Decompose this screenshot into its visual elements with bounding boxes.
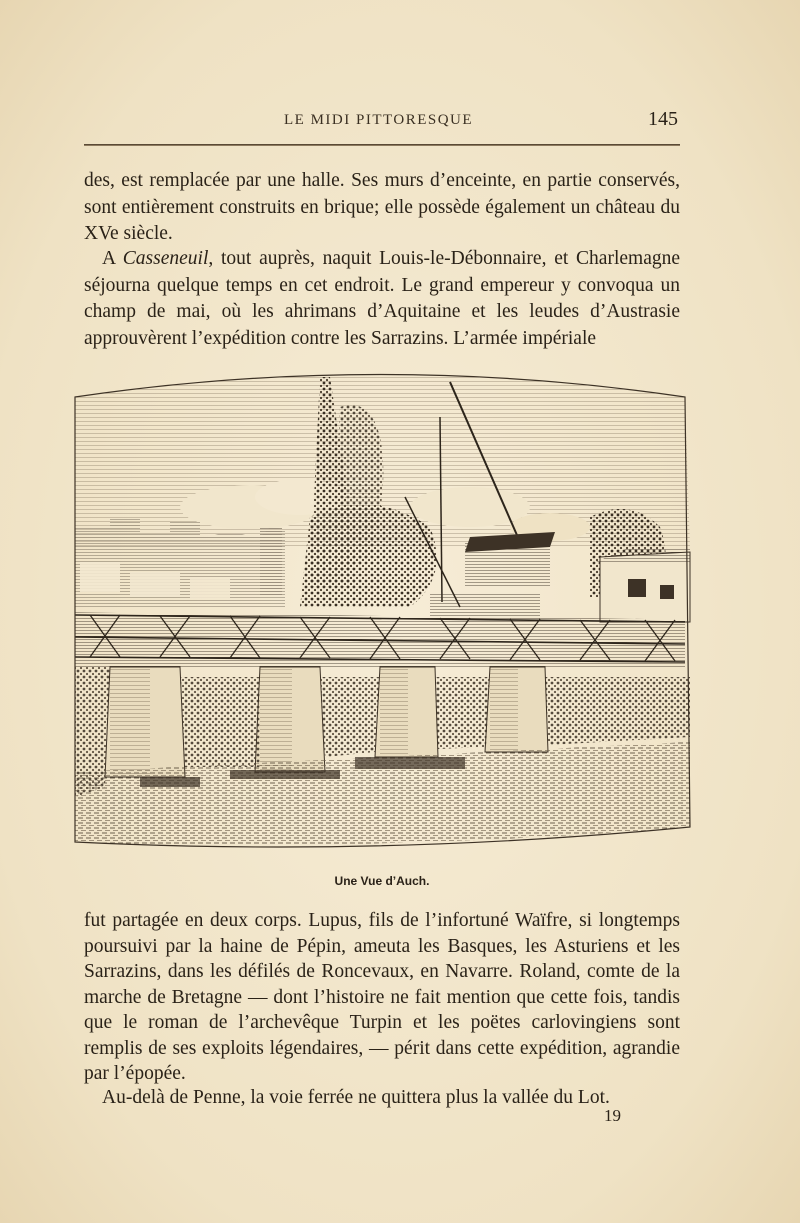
paragraph-rest: , tout auprès, naquit Louis-le-Débonnaire, et Charlemagne séjourna quelque temps en cet endroit. Le grand empereur y convoqua un champ de mai, où les ahrimans d’Aquitaine et les leudes d’Austrasie approuvèrent l’expédition contre les Sarrazins. L’armée impériale bbox=[84, 248, 681, 349]
paragraph-casseneuil bbox=[84, 246, 680, 352]
paragraph-text: fut partagée en deux corps. Lupus, fils de l’infortuné Waïfre, si longtemps poursuivi par la haine de Pépin, ameuta les Basques, les Asturiens et les Sarrazins, dans les défilés de Roncevaux, en Navarre. Roland, comte de la marche de Bretagne — dont l’histoire ne fait mention que cette fois, tandis que le roman de l’archevêque Turpin et les poëtes carlovingiens sont remplis de ses exploits légendaires, — périt dans cette expédition, agrandie par l’épopée. bbox=[84, 910, 680, 1084]
place-name-casseneuil: Casseneuil bbox=[122, 248, 209, 269]
header-rule bbox=[84, 144, 680, 146]
paragraph-continued bbox=[84, 168, 680, 248]
page-number: 145 bbox=[648, 108, 678, 130]
paragraph-roncevaux bbox=[84, 908, 680, 1087]
paragraph-text: des, est remplacée par une halle. Ses murs d’enceinte, en partie conservés, sont entièrement construits en brique; elle possède également un château du XVe siècle. bbox=[84, 170, 680, 244]
paragraph-text: Au-delà de Penne, la voie ferrée ne quittera plus la vallée du Lot. bbox=[102, 1087, 610, 1108]
running-title: LE MIDI PITTORESQUE bbox=[284, 112, 474, 128]
paragraph-text bbox=[84, 246, 680, 352]
engraving-bridge-auch bbox=[70, 357, 695, 857]
signature-mark: 19 bbox=[604, 1106, 621, 1125]
paragraph-penne bbox=[84, 1085, 680, 1112]
engraving-illustration bbox=[70, 357, 695, 857]
running-head bbox=[84, 108, 680, 140]
figure-caption: Une Vue d’Auch. bbox=[334, 874, 430, 888]
paragraph-lead: A bbox=[102, 248, 123, 269]
